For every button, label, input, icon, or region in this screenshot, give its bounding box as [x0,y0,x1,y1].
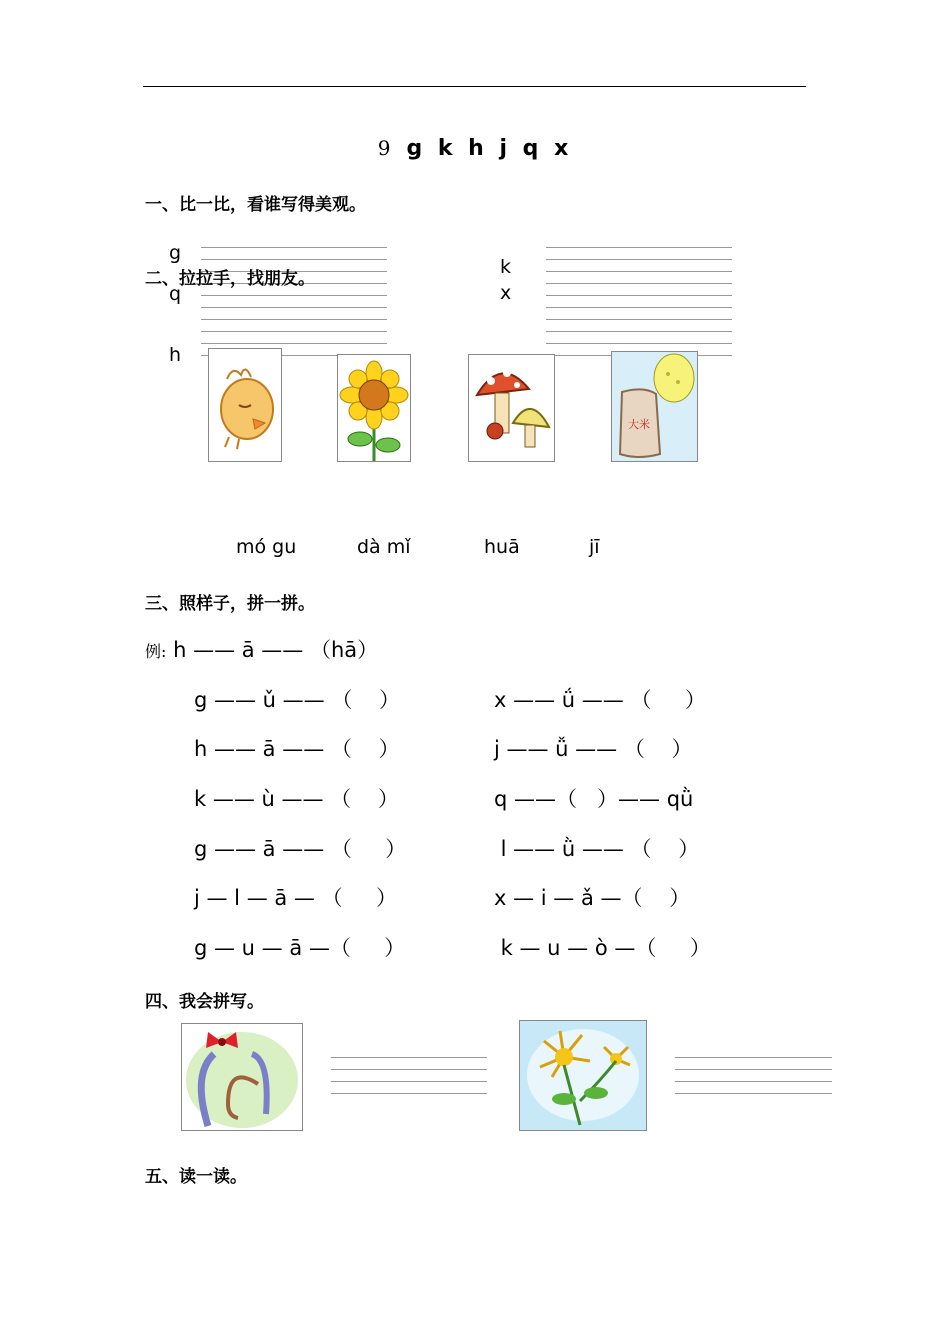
pinyin-word-4: jī [589,536,600,558]
pinyin-word-2: dà mǐ [357,536,411,558]
section-2-heading: 二、拉拉手，找朋友。 [145,269,315,289]
lesson-number: 9 [377,136,391,160]
letter-q: q [169,283,182,305]
section-5-heading: 五、读一读。 [145,1167,247,1187]
spelling-lines-2 [675,1057,832,1105]
letter-h: h [169,344,182,366]
rice-bag-picture [611,351,698,462]
exercise-right-1: x —— ǘ —— （ ） [494,688,706,712]
exercise-right-6: k — u — ò —（ ） [494,936,711,960]
svg-text:大米: 大米 [628,418,650,431]
exercise-left-3: k —— ù —— （ ） [194,787,399,811]
exercise-right-2: j —— ǚ —— （ ） [494,737,693,761]
exercise-right-5: x — i — ǎ —（ ） [494,886,691,910]
example-text: h —— ā —— （hā） [173,638,379,662]
pinyin-word-1: mó gu [236,536,297,558]
letter-k: k [500,256,512,278]
mushroom-picture [468,354,555,462]
chick-picture [208,348,282,462]
exercise-left-1: g —— ǔ —— （ ） [194,688,401,712]
example-row [145,634,378,664]
header-rule [143,86,806,87]
letter-x: x [500,282,512,304]
sunflower-picture [337,354,411,462]
exercise-left-4: g —— ā —— （ ） [194,837,407,861]
hook-picture [181,1023,303,1131]
letter-g: g [169,242,182,264]
writing-lines-right [546,247,732,367]
lesson-letters: g k h j q x [406,136,573,161]
pinyin-word-3: huā [484,536,520,558]
exercise-left-5: j — l — ā — （ ） [194,886,397,910]
section-1-heading: 一、比一比，看谁写得美观。 [145,195,366,215]
exercise-right-4: l —— ǜ —— （ ） [494,837,700,861]
lesson-title [0,136,950,161]
section-4-heading: 四、我会拼写。 [145,992,264,1012]
section-3-heading: 三、照样子，拼一拼。 [145,594,315,614]
chrysanthemum-picture [519,1020,647,1131]
exercise-left-2: h —— ā —— （ ） [194,737,400,761]
example-prefix: 例: [145,642,167,661]
spelling-lines-1 [331,1057,487,1105]
exercise-left-6: g — u — ā —（ ） [194,936,406,960]
exercise-right-3: q ——（ ）—— qǜ [494,787,694,811]
